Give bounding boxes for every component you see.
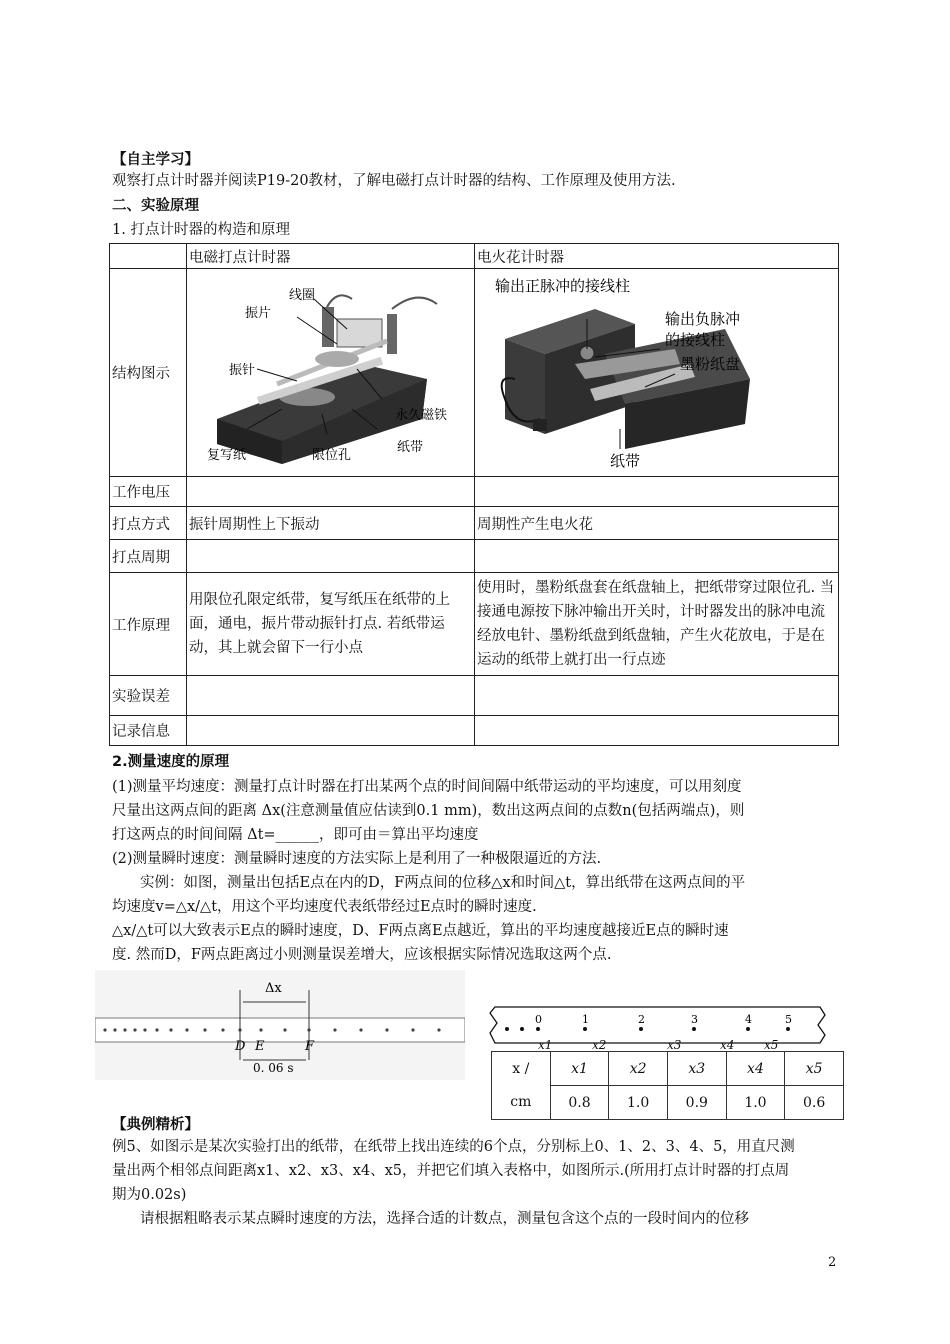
point-1: 1	[582, 1013, 589, 1026]
seg-x5: x5	[764, 1038, 779, 1052]
row-label-principle: 工作原理	[110, 573, 187, 676]
velocity-principle-heading: 2.测量速度的原理	[112, 754, 230, 770]
para-example-2: 均速度v=△x/△t，用这个平均速度代表纸带经过E点时的瞬时速度.	[112, 899, 537, 915]
example-body	[112, 1135, 842, 1231]
label-tape: 纸带	[397, 440, 424, 455]
point-4: 4	[745, 1013, 752, 1026]
seg-x3: x3	[667, 1038, 682, 1052]
para-limit-1: △x/△t可以大致表示E点的瞬时速度，D、F两点离E点越近，算出的平均速度越接近E点的瞬时速	[112, 923, 729, 939]
seg-x2: x2	[592, 1038, 607, 1052]
label-reed: 振片	[245, 306, 272, 321]
section-heading: 二、实验原理	[112, 198, 199, 214]
example-line-4: 请根据粗略表示某点瞬时速度的方法，选择合适的计数点，测量包含这个点的一段时间内的位移	[140, 1211, 749, 1227]
unit-top: x /	[492, 1052, 551, 1086]
header-x3: x3	[667, 1052, 726, 1086]
para-avg-1: (1)测量平均速度：测量打点计时器在打出某两个点的时间间隔中纸带运动的平均速度，可以用刻度	[112, 779, 742, 795]
para-inst: (2)测量瞬时速度：测量瞬时速度的方法实际上是利用了一种极限逼近的方法.	[112, 851, 602, 867]
seg-x1: x1	[538, 1038, 553, 1052]
header-x5: x5	[785, 1052, 844, 1086]
unit-bottom: cm	[492, 1086, 551, 1120]
col-header-em-timer: 电磁打点计时器	[187, 244, 475, 269]
label-needle: 振针	[229, 363, 256, 378]
timer-comparison-table	[109, 243, 839, 746]
value-x2: 1.0	[609, 1086, 668, 1120]
point-2: 2	[638, 1013, 645, 1026]
cell-em-period	[187, 540, 475, 573]
label-neg-terminal-2: 的接线柱	[665, 331, 726, 349]
header-x1: x1	[550, 1052, 609, 1086]
row-label-error: 实验误差	[110, 676, 187, 716]
row-label-period: 打点周期	[110, 540, 187, 573]
para-example-1: 实例：如图，测量出包括E点在内的D，F两点间的位移△x和时间△t，算出纸带在这两点间的平	[140, 875, 746, 891]
label-hole: 限位孔	[312, 448, 352, 463]
em-timer-diagram-cell	[187, 269, 475, 477]
label-magnet: 永久磁铁	[395, 408, 448, 423]
self-study-text: 观察打点计时器并阅读P19-20教材，了解电磁打点计时器的结构、工作原理及使用方法.	[112, 173, 676, 189]
value-x5: 0.6	[785, 1086, 844, 1120]
example-heading: 【典例精析】	[112, 1117, 199, 1133]
para-avg-2: 尺量出这两点间的距离 Δx(注意测量值应估读到0.1 mm)，数出这两点间的点数n(包括两端点)，则	[112, 803, 745, 819]
cell-em-voltage	[187, 477, 475, 507]
label-coil: 线圈	[289, 288, 316, 303]
table-corner	[110, 244, 187, 269]
cell-spark-voltage	[475, 477, 839, 507]
example-line-1: 例5、如图示是某次实验打出的纸带，在纸带上找出连续的6个点，分别标上0、1、2、3、4、5，用直尺测	[112, 1139, 795, 1155]
label-dt: 0. 06 s	[253, 1061, 294, 1075]
label-neg-terminal-1: 输出负脉冲	[665, 310, 741, 328]
label-d: D	[235, 1039, 246, 1054]
col-header-spark-timer: 电火花计时器	[475, 244, 839, 269]
point-5: 5	[785, 1013, 792, 1026]
cell-spark-principle: 使用时，墨粉纸盘套在纸盘轴上，把纸带穿过限位孔. 当接通电源按下脉冲输出开关时，计时器发出的脉冲电流经放电针、墨粉纸盘到纸盘轴，产生火花放电，于是在运动的纸带上就打出一行点迹	[475, 573, 839, 676]
em-timer-diagram	[187, 269, 470, 472]
cell-spark-record	[475, 716, 839, 746]
cell-em-principle: 用限位孔限定纸带，复写纸压在纸带的上面，通电，振片带动振针打点. 若纸带运动，其上就会留下一行小点	[187, 573, 475, 676]
label-dx: Δx	[265, 981, 282, 996]
velocity-principle-body	[112, 775, 842, 967]
subsection-1-title: 1. 打点计时器的构造和原理	[112, 222, 290, 238]
seg-x4: x4	[720, 1038, 735, 1052]
distance-table	[491, 1051, 844, 1120]
label-e: E	[255, 1039, 265, 1054]
label-spark-tape: 纸带	[610, 452, 641, 470]
self-study-heading: 【自主学习】	[112, 152, 199, 168]
row-label-method: 打点方式	[110, 507, 187, 540]
cell-spark-error	[475, 676, 839, 716]
label-carbon: 复写纸	[207, 448, 247, 463]
cell-spark-period	[475, 540, 839, 573]
page-number: 2	[828, 1255, 837, 1270]
cell-em-method: 振针周期性上下振动	[187, 507, 475, 540]
row-label-record: 记录信息	[110, 716, 187, 746]
label-pos-terminal: 输出正脉冲的接线柱	[495, 277, 631, 295]
point-0: 0	[535, 1013, 542, 1026]
example-line-2: 量出两个相邻点间距离x1、x2、x3、x4、x5，并把它们填入表格中，如图所示.(所用打点计时器的打点周	[112, 1163, 790, 1179]
cell-em-record	[187, 716, 475, 746]
para-limit-2: 度. 然而D，F两点距离过小则测量误差增大，应该根据实际情况选取这两个点.	[112, 947, 612, 963]
header-x2: x2	[609, 1052, 668, 1086]
row-label-structure: 结构图示	[110, 269, 187, 477]
example-line-3: 期为0.02s)	[112, 1187, 187, 1203]
point-3: 3	[691, 1013, 698, 1026]
para-avg-3: 打这两点的时间间隔 Δt=______，即可由＝算出平均速度	[112, 827, 479, 843]
spark-timer-diagram	[475, 269, 845, 472]
value-x3: 0.9	[667, 1086, 726, 1120]
row-label-voltage: 工作电压	[110, 477, 187, 507]
label-ink-disk: 墨粉纸盘	[680, 355, 741, 373]
tape-figure-def	[95, 970, 465, 1080]
value-x1: 0.8	[550, 1086, 609, 1120]
cell-spark-method: 周期性产生电火花	[475, 507, 839, 540]
label-f: F	[305, 1039, 315, 1054]
value-x4: 1.0	[726, 1086, 785, 1120]
header-x4: x4	[726, 1052, 785, 1086]
spark-timer-diagram-cell	[475, 269, 839, 477]
cell-em-error	[187, 676, 475, 716]
